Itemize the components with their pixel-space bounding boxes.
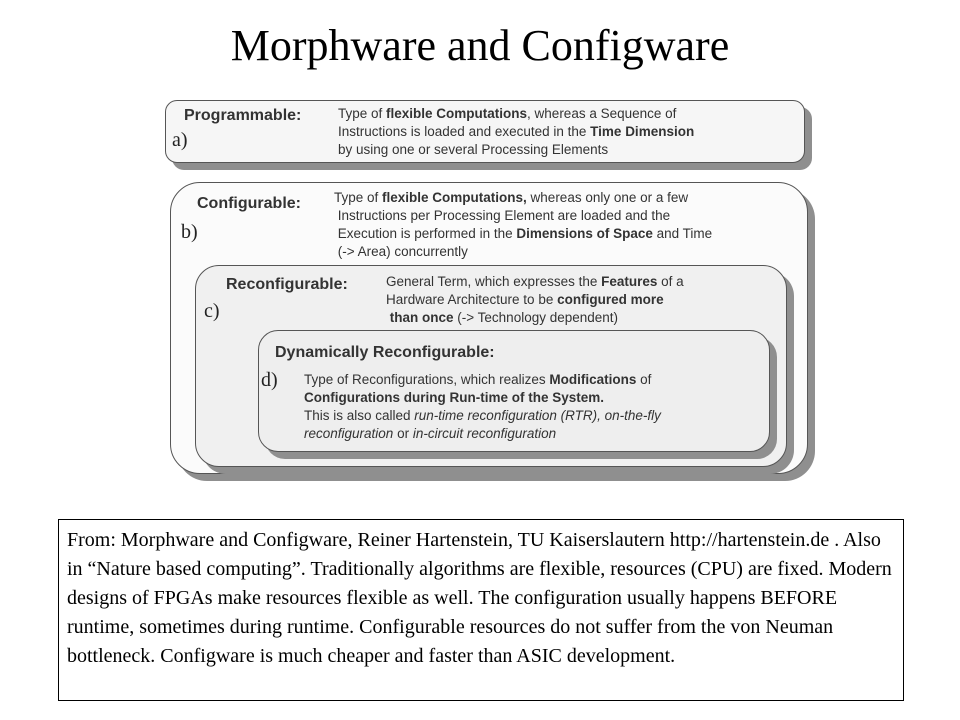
programmable-heading: Programmable: [184,107,302,124]
reconfigurable-heading: Reconfigurable: [226,276,348,293]
dynamically-reconfigurable-box [258,330,770,452]
configurable-description: Type of flexible Computations, whereas only one or a few Instructions per Processing Element are loaded and the Execution is performed in the Dimensions of Space and Time (-> Area) concurrently [334,190,713,259]
page-title: Morphware and Configware [230,21,730,70]
source-note: From: Morphware and Configware, Reiner Hartenstein, TU Kaiserslautern http://hartenstein.de . Also in “Nature based computing”. Traditionally algorithms are flexible, resources (CPU) are fixed. Modern designs of FPGAs make resources flexible as well. The configuration usually happens BEFORE runtime, sometimes during runtime. Configurable resources do not suffer from the von Neuman bottleneck. Configware is much cheaper and faster than ASIC development. [58,519,904,701]
reconfigurable-letter: c) [204,300,220,322]
programmable-description: Type of flexible Computations, whereas a Sequence of Instructions is loaded and executed in the Time Dimension by using one or several Processing Elements [338,106,695,157]
programmable-letter: a) [172,129,188,151]
dynamically-reconfigurable-heading: Dynamically Reconfigurable: [275,344,495,361]
configurable-heading: Configurable: [197,195,301,212]
programmable-box [165,100,805,163]
reconfigurable-description: General Term, which expresses the Features of a Hardware Architecture to be configured more than once (-> Technology dependent) [386,274,684,325]
dynamically-reconfigurable-description: Type of Reconfigurations, which realizes Modifications of Configurations during Run-time of the System. This is also called run-time reconfiguration (RTR), on-the-fly reconfiguration or in-circuit reconfiguration [304,372,661,441]
configurable-letter: b) [181,221,198,243]
dynamically-reconfigurable-letter: d) [261,369,278,391]
